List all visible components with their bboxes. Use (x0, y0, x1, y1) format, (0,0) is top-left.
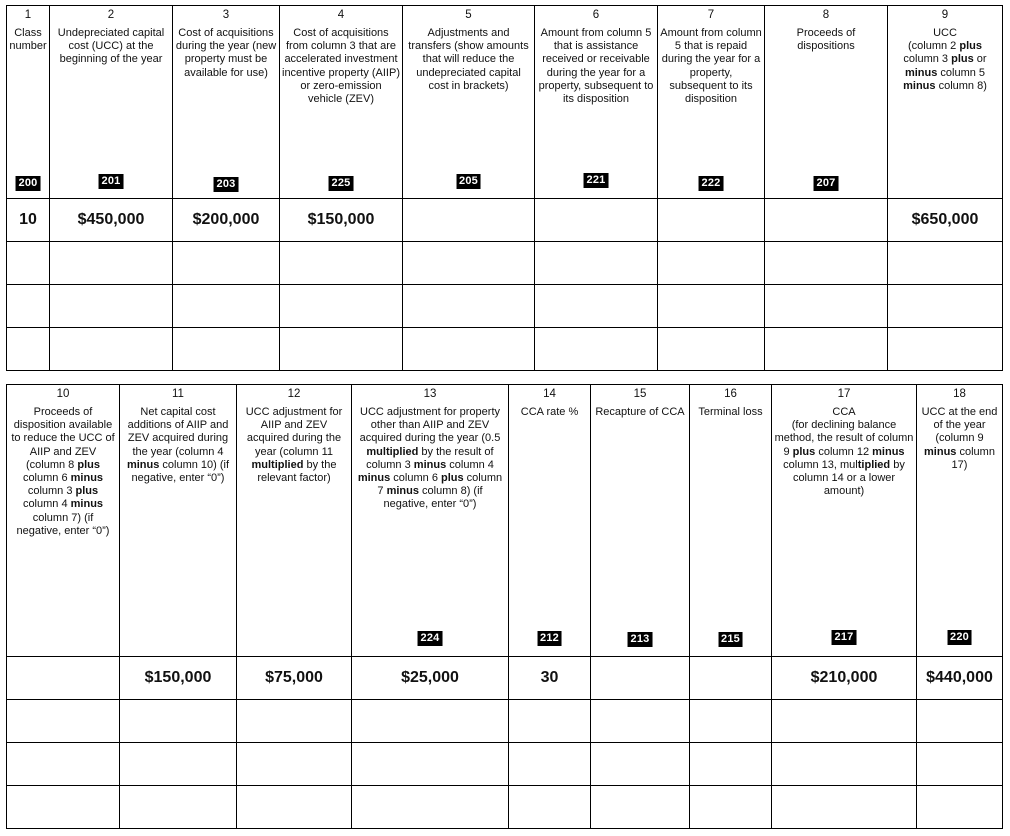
table-row (7, 328, 1003, 371)
ucc-field[interactable] (888, 285, 1003, 328)
header-row (7, 6, 1003, 199)
column-description: Amount from column 5 that is assistance received or receivable during the year for a property, subsequent to its disposition (538, 27, 654, 106)
cca-field[interactable] (772, 786, 917, 829)
ucc-field[interactable] (888, 328, 1003, 371)
ucc-field[interactable] (888, 242, 1003, 285)
cca-field[interactable] (772, 700, 917, 743)
column-header-9 (888, 6, 1003, 199)
column-number: 8 (822, 9, 830, 21)
recapture-field[interactable] (591, 700, 690, 743)
recapture-field[interactable] (591, 657, 690, 700)
column-header-3 (173, 6, 280, 199)
aiip-zev-cost-field[interactable] (280, 242, 403, 285)
adjustments-field[interactable] (403, 242, 535, 285)
column-header-8 (765, 6, 888, 199)
ucc-end-field[interactable] (917, 786, 1003, 829)
cca-rate-field[interactable] (509, 743, 591, 786)
column-description: Terminal loss (698, 406, 763, 418)
column-description: UCC adjustment for property other than AIIP and ZEV acquired during the year (0.5 multiplied by the result of column 3 minus column 4 minus column 6 plus column 7 minus column 8) (if negative, enter “0”) (357, 406, 503, 511)
proceeds-available-field[interactable] (7, 657, 120, 700)
aiip-zev-cost-field[interactable] (280, 285, 403, 328)
table-row (7, 285, 1003, 328)
recapture-field[interactable] (591, 743, 690, 786)
column-description: Amount from column 5 that is repaid during the year for a property, subsequent to its disposition (660, 27, 762, 106)
column-header-13 (352, 385, 509, 657)
terminal-loss-field[interactable] (690, 786, 772, 829)
column-header-6 (535, 6, 658, 199)
column-description: Proceeds of disposition available to reduce the UCC of AIIP and ZEV (column 8 plus column 6 minus column 3 plus column 4 minus column 7) (if negative, enter “0”) (11, 406, 115, 537)
line-code-badge: 221 (584, 173, 609, 188)
proceeds-field[interactable] (765, 285, 888, 328)
column-number: 16 (724, 388, 737, 400)
proceeds-available-field[interactable] (7, 743, 120, 786)
class-number-field[interactable] (7, 328, 50, 371)
column-number: 15 (633, 388, 647, 400)
column-number: 6 (592, 9, 600, 21)
column-number: 11 (172, 388, 184, 400)
column-number: 3 (222, 9, 230, 21)
ucc-beginning-field[interactable] (50, 242, 173, 285)
ucc-end-field[interactable] (917, 700, 1003, 743)
ucc-beginning-field[interactable] (50, 285, 173, 328)
column-header-16 (690, 385, 772, 657)
column-description: Recapture of CCA (595, 406, 685, 418)
repaid-field[interactable] (658, 285, 765, 328)
line-code-badge: 203 (214, 177, 239, 192)
assistance-field[interactable] (535, 285, 658, 328)
cca-rate-field[interactable] (509, 786, 591, 829)
column-number: 14 (543, 388, 556, 400)
column-number: 18 (953, 388, 966, 400)
assistance-field[interactable] (535, 242, 658, 285)
net-additions-field[interactable] (120, 743, 237, 786)
recapture-field[interactable] (591, 786, 690, 829)
cca-schedule-table-columns-1-9 (6, 5, 1003, 371)
other-property-adjustment-field[interactable] (352, 700, 509, 743)
header-row (7, 385, 1003, 657)
adjustments-field[interactable] (403, 328, 535, 371)
table-row (7, 700, 1003, 743)
terminal-loss-field[interactable] (690, 657, 772, 700)
proceeds-field[interactable] (765, 199, 888, 242)
line-code-badge: 217 (832, 630, 857, 645)
column-number: 13 (423, 388, 437, 400)
class-number-field[interactable]: 10 (7, 199, 50, 242)
class-number-field[interactable] (7, 242, 50, 285)
line-code-badge: 220 (947, 630, 972, 645)
aiip-zev-adjustment-field[interactable] (237, 786, 352, 829)
other-property-adjustment-field[interactable] (352, 786, 509, 829)
column-description: Cost of acquisitions from column 3 that are accelerated investment incentive property (AIIP) or zero-emission vehicle (ZEV) (282, 27, 400, 106)
ucc-end-field[interactable]: $440,000 (917, 657, 1003, 700)
column-description: Net capital cost additions of AIIP and ZEV acquired during the year (column 4 minus column 10) (if negative, enter “0”) (126, 406, 230, 485)
repaid-field[interactable] (658, 328, 765, 371)
column-header-14 (509, 385, 591, 657)
net-additions-field[interactable]: $150,000 (120, 657, 237, 700)
column-number: 10 (56, 388, 70, 400)
proceeds-field[interactable] (765, 242, 888, 285)
cca-schedule-table-columns-10-18 (6, 384, 1003, 829)
column-header-15 (591, 385, 690, 657)
acquisitions-cost-field[interactable]: $200,000 (173, 199, 280, 242)
line-code-badge: 224 (418, 631, 443, 646)
assistance-field[interactable] (535, 328, 658, 371)
column-header-12 (237, 385, 352, 657)
table-row (7, 199, 1003, 242)
adjustments-field[interactable] (403, 199, 535, 242)
class-number-field[interactable] (7, 285, 50, 328)
column-header-7 (658, 6, 765, 199)
column-description: Undepreciated capital cost (UCC) at the beginning of the year (57, 27, 165, 66)
adjustments-field[interactable] (403, 285, 535, 328)
other-property-adjustment-field[interactable] (352, 743, 509, 786)
column-description: UCC at the end of the year (column 9 minus column 17) (921, 406, 998, 471)
column-description: CCA rate % (520, 406, 579, 418)
net-additions-field[interactable] (120, 700, 237, 743)
repaid-field[interactable] (658, 199, 765, 242)
column-description: Class number (9, 27, 47, 53)
ucc-field[interactable]: $650,000 (888, 199, 1003, 242)
column-description: UCC adjustment for AIIP and ZEV acquired during the year (column 11 multiplied by the relevant factor) (245, 406, 343, 485)
line-code-badge: 212 (537, 631, 562, 646)
line-code-badge: 215 (718, 632, 743, 647)
assistance-field[interactable] (535, 199, 658, 242)
cca-rate-field[interactable]: 30 (509, 657, 591, 700)
column-number: 4 (337, 9, 345, 21)
column-number: 12 (287, 388, 301, 400)
line-code-badge: 213 (628, 632, 653, 647)
net-additions-field[interactable] (120, 786, 237, 829)
column-header-18 (917, 385, 1003, 657)
column-description: CCA (for declining balance method, the result of column 9 plus column 12 minus column 13, multiplied by column 14 or a lower amount) (774, 406, 914, 498)
cca-rate-field[interactable] (509, 700, 591, 743)
column-header-5 (403, 6, 535, 199)
ucc-beginning-field[interactable]: $450,000 (50, 199, 173, 242)
column-number: 1 (24, 9, 32, 21)
column-header-17 (772, 385, 917, 657)
other-property-adjustment-field[interactable]: $25,000 (352, 657, 509, 700)
terminal-loss-field[interactable] (690, 743, 772, 786)
line-code-badge: 201 (99, 174, 124, 189)
aiip-zev-adjustment-field[interactable] (237, 700, 352, 743)
aiip-zev-adjustment-field[interactable]: $75,000 (237, 657, 352, 700)
aiip-zev-cost-field[interactable]: $150,000 (280, 199, 403, 242)
column-description: Proceeds of dispositions (796, 27, 856, 53)
aiip-zev-adjustment-field[interactable] (237, 743, 352, 786)
cca-field[interactable]: $210,000 (772, 657, 917, 700)
line-code-badge: 222 (699, 176, 724, 191)
terminal-loss-field[interactable] (690, 700, 772, 743)
acquisitions-cost-field[interactable] (173, 285, 280, 328)
column-number: 7 (707, 9, 715, 21)
column-header-10 (7, 385, 120, 657)
ucc-beginning-field[interactable] (50, 328, 173, 371)
column-number: 9 (941, 9, 949, 21)
column-header-2 (50, 6, 173, 199)
proceeds-available-field[interactable] (7, 786, 120, 829)
line-code-badge: 200 (16, 176, 41, 191)
column-description: Adjustments and transfers (show amounts that will reduce the undepreciated capital cost in brackets) (408, 27, 529, 92)
table-row (7, 657, 1003, 700)
column-number: 5 (465, 9, 472, 21)
column-description: UCC (column 2 plus column 3 plus or minus column 5 minus column 8) (903, 27, 987, 92)
aiip-zev-cost-field[interactable] (280, 328, 403, 371)
line-code-badge: 205 (456, 174, 481, 189)
repaid-field[interactable] (658, 242, 765, 285)
column-header-4 (280, 6, 403, 199)
line-code-badge: 225 (329, 176, 354, 191)
acquisitions-cost-field[interactable] (173, 242, 280, 285)
acquisitions-cost-field[interactable] (173, 328, 280, 371)
line-code-badge: 207 (814, 176, 839, 191)
table-row (7, 242, 1003, 285)
proceeds-field[interactable] (765, 328, 888, 371)
column-header-11 (120, 385, 237, 657)
column-header-1 (7, 6, 50, 199)
column-description: Cost of acquisitions during the year (new property must be available for use) (175, 27, 277, 79)
table-row (7, 743, 1003, 786)
column-number: 2 (107, 9, 115, 21)
proceeds-available-field[interactable] (7, 700, 120, 743)
column-number: 17 (837, 388, 851, 400)
cca-field[interactable] (772, 743, 917, 786)
table-row (7, 786, 1003, 829)
ucc-end-field[interactable] (917, 743, 1003, 786)
